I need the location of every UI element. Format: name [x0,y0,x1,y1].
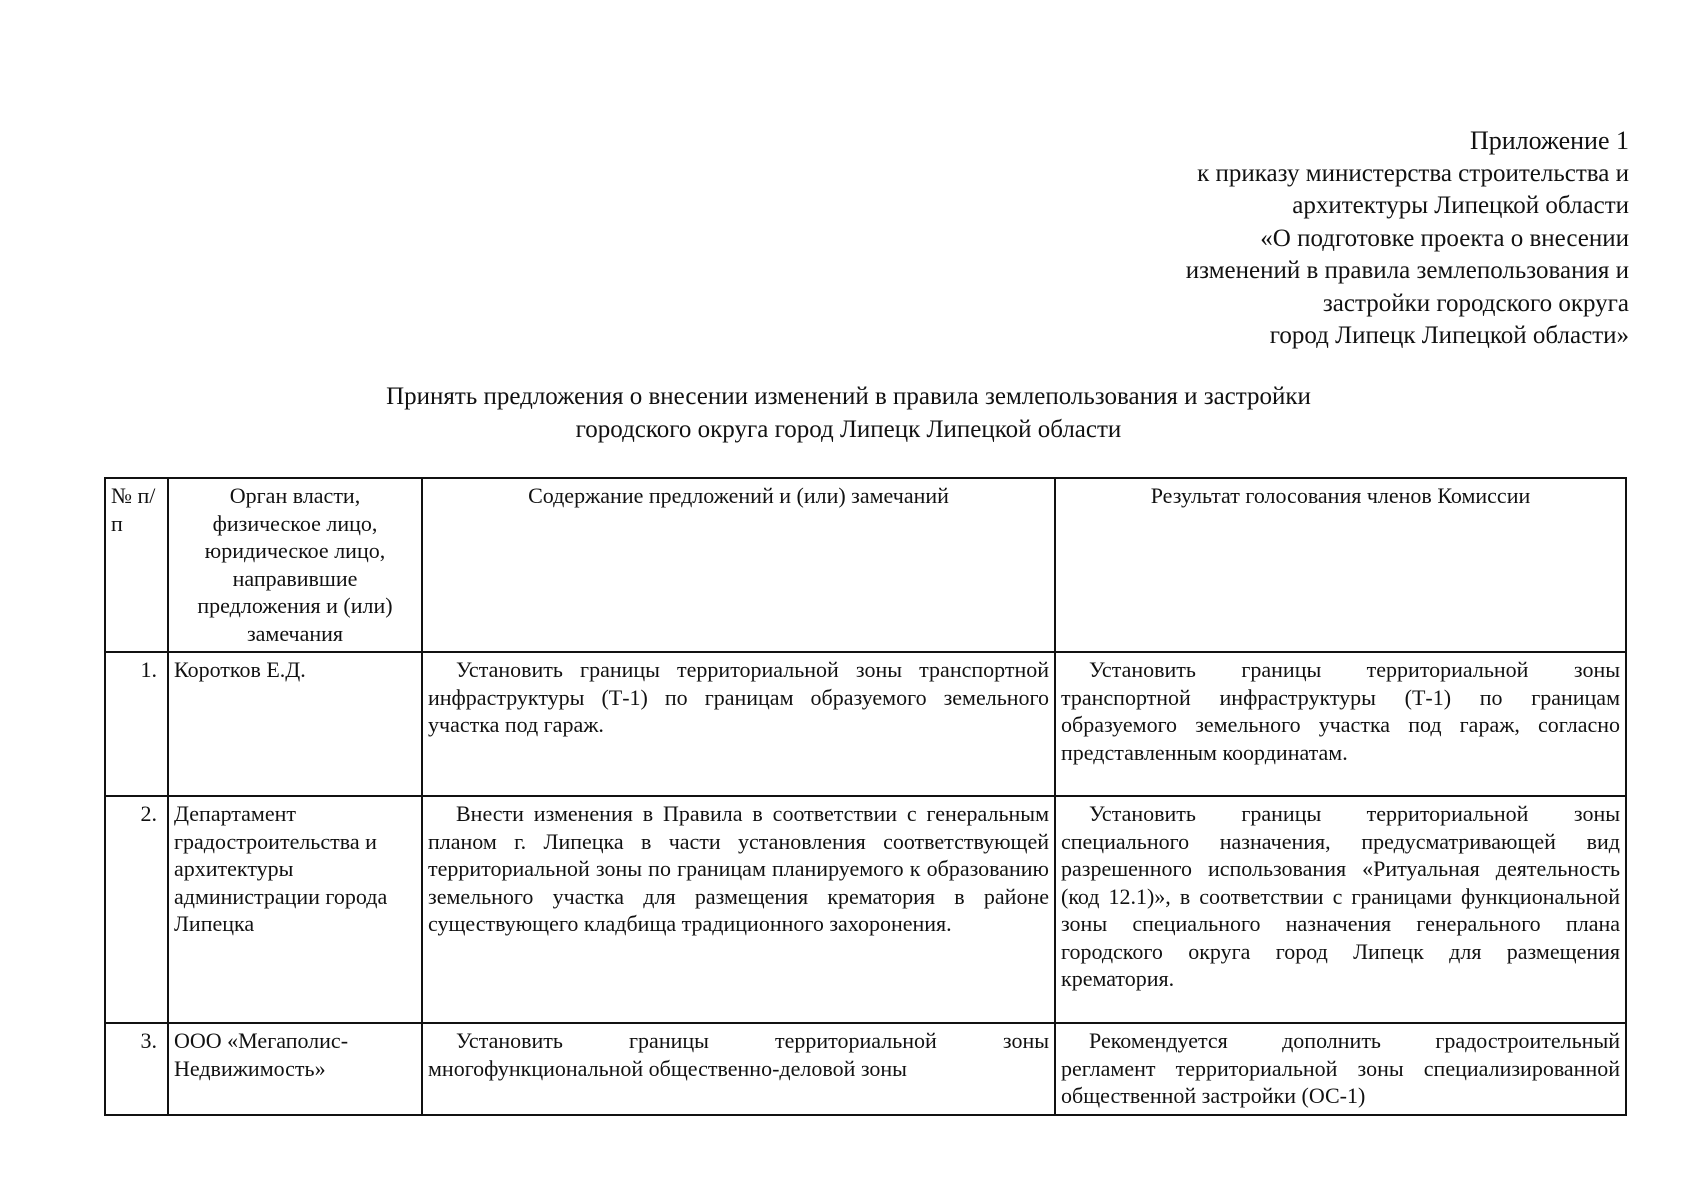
document-title-line-1: Принять предложения о внесении изменений в правила землепользования и застройки [386,383,1311,410]
appendix-line: к приказу министерства строительства и [1197,159,1629,187]
row-org: ООО «Мегаполис-Недвижимость» [168,1023,422,1115]
proposals-table [104,477,1627,1116]
header-content: Содержание предложений и (или) замечаний [422,478,1055,652]
appendix-line: изменений в правила землепользования и [1185,257,1629,284]
appendix-title: Приложение 1 [1469,126,1629,155]
document-title [0,380,1697,446]
appendix-line: «О подготовке проекта о внесении [1260,224,1629,252]
table-row [105,796,1626,1023]
table-row [105,652,1626,796]
appendix-line: город Липецк Липецкой области» [1269,322,1629,349]
table-header-row [105,478,1626,652]
table-row [105,1023,1626,1115]
row-org: Департамент градостроительства и архитектуры администрации города Липецка [168,796,422,1023]
header-result: Результат голосования членов Комиссии [1055,478,1626,652]
row-result: Установить границы территориальной зоны специального назначения, предусматривающей вид разрешенного использования «Ритуальная деятельность (код 12.1)», в соответствии с границами функциональной зоны специального назначения генерального плана городского округа город Липецк для размещения крематория. [1055,796,1626,1023]
header-num: № п/п [105,478,168,652]
appendix-line: застройки городского округа [1322,289,1629,317]
row-num: 3. [105,1023,168,1115]
row-content: Внести изменения в Правила в соответствии с генеральным планом г. Липецка в части установления соответствующей территориальной зоны по границам планируемого к образованию земельного участка для размещения крематория в районе существующего кладбища традиционного захоронения. [422,796,1055,1023]
row-result: Рекомендуется дополнить градостроительный регламент территориальной зоны специализированной общественной застройки (ОС-1) [1055,1023,1626,1115]
appendix-line: архитектуры Липецкой области [1292,192,1629,219]
header-org: Орган власти, физическое лицо, юридическое лицо, направившие предложения и (или) замечания [168,478,422,652]
row-org: Коротков Е.Д. [168,652,422,796]
row-num: 2. [105,796,168,1023]
appendix-block [1186,125,1629,353]
row-content: Установить границы территориальной зоны транспортной инфраструктуры (Т-1) по границам образуемого земельного участка под гараж. [422,652,1055,796]
document-title-line-2: городского округа город Липецк Липецкой области [575,416,1122,443]
row-result: Установить границы территориальной зоны транспортной инфраструктуры (Т-1) по границам образуемого земельного участка под гараж, согласно представленным координатам. [1055,652,1626,796]
row-num: 1. [105,652,168,796]
row-content: Установить границы территориальной зоны многофункциональной общественно-деловой зоны [422,1023,1055,1115]
